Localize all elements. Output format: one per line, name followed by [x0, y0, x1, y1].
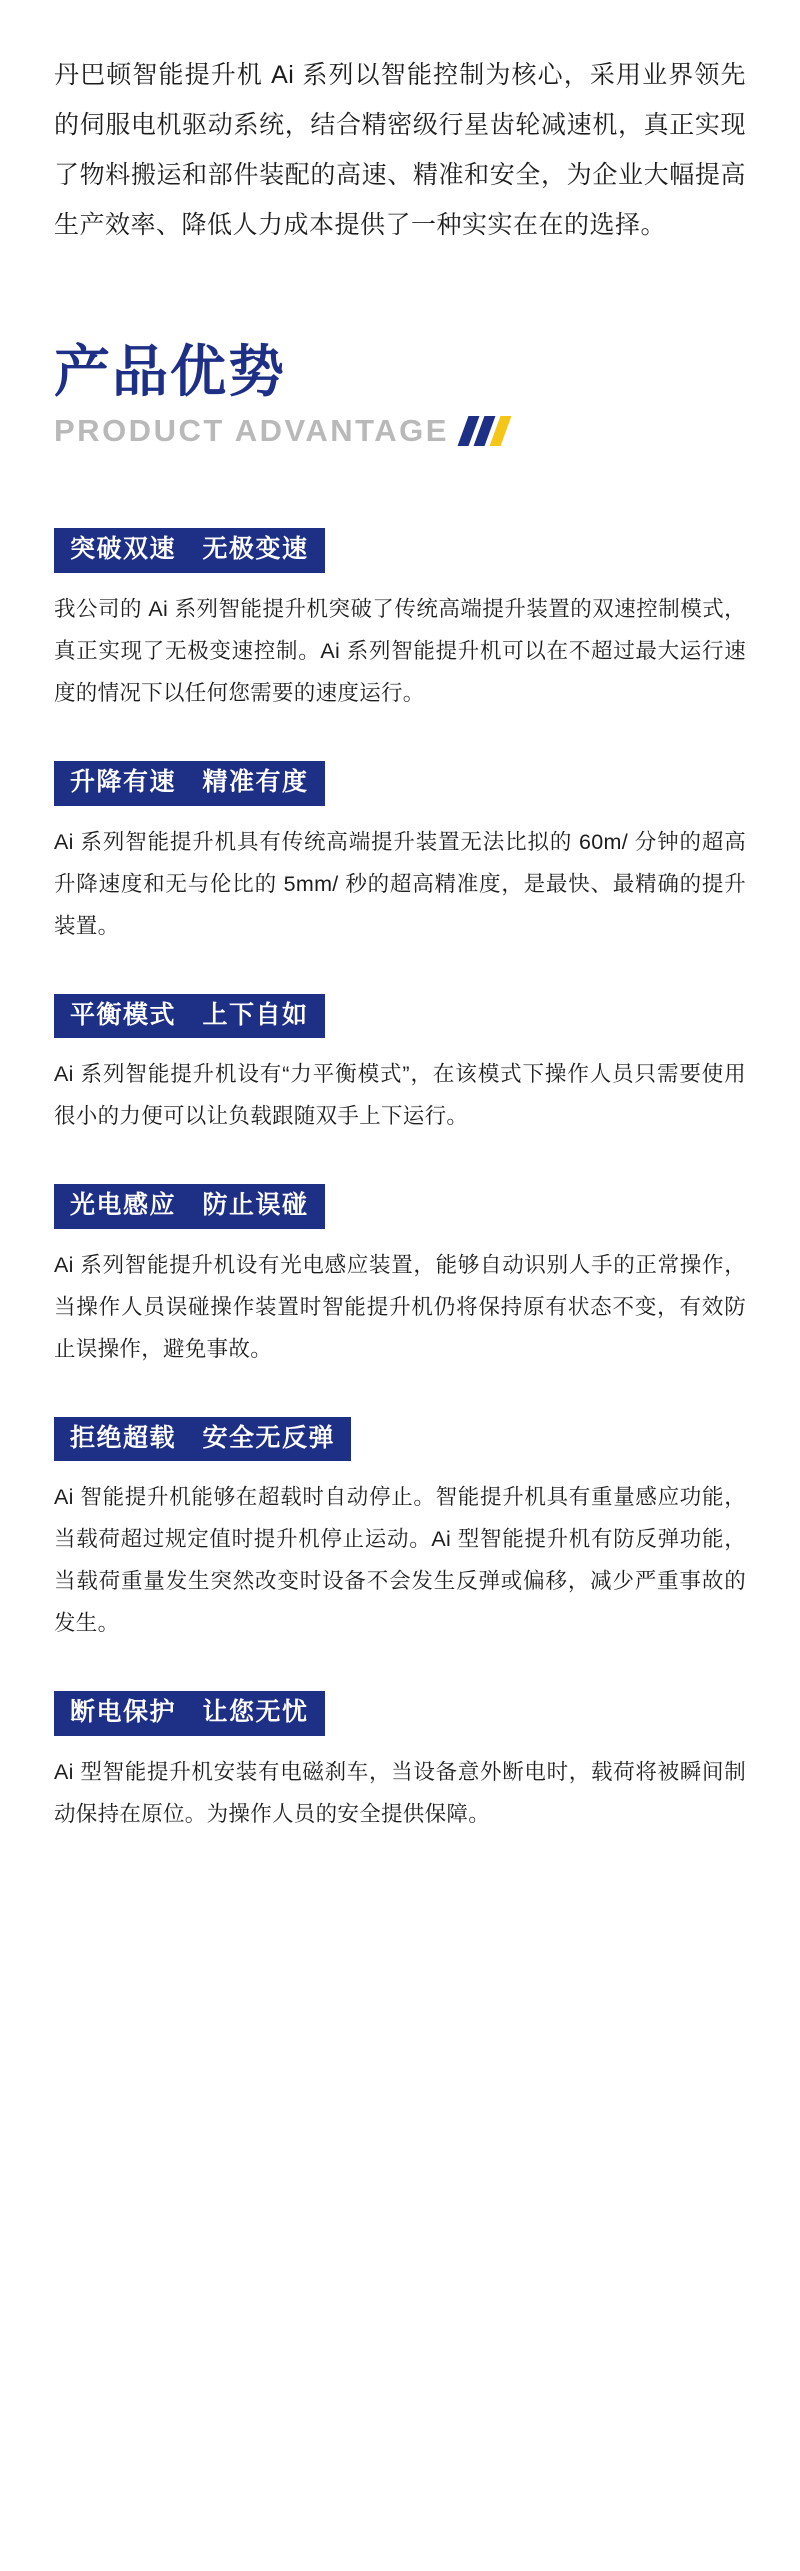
list-item	[54, 761, 746, 948]
list-item	[54, 1417, 746, 1645]
feature-body: Ai 系列智能提升机具有传统高端提升装置无法比拟的 60m/ 分钟的超高升降速度和无与伦比的 5mm/ 秒的超高精准度，是最快、最精确的提升装置。	[54, 829, 746, 938]
list-item	[54, 994, 746, 1139]
section-subtitle-row	[54, 414, 746, 448]
feature-title: 突破双速 无极变速	[54, 528, 325, 573]
list-item	[54, 1184, 746, 1371]
feature-body: Ai 系列智能提升机设有“力平衡模式”，在该模式下操作人员只需要使用很小的力便可以让负载跟随双手上下运行。	[54, 1062, 746, 1129]
section-heading	[54, 340, 746, 448]
double-slash-decoration-icon	[463, 416, 506, 446]
list-item	[54, 528, 746, 715]
feature-body: Ai 系列智能提升机设有光电感应装置，能够自动识别人手的正常操作，当操作人员误碰操作装置时智能提升机仍将保持原有状态不变，有效防止误操作，避免事故。	[54, 1252, 746, 1361]
feature-title: 平衡模式 上下自如	[54, 994, 325, 1039]
feature-title: 升降有速 精准有度	[54, 761, 325, 806]
list-item	[54, 1691, 746, 1836]
section-subtitle-en: PRODUCT ADVANTAGE	[54, 413, 449, 449]
page-title: 产品优势	[54, 340, 286, 403]
intro-paragraph: 丹巴顿智能提升机 Ai 系列以智能控制为核心，采用业界领先的伺服电机驱动系统，结合精密级行星齿轮减速机，真正实现了物料搬运和部件装配的高速、精准和安全，为企业大幅提高生产效率、降低人力成本提供了一种实实在在的选择。	[54, 61, 746, 239]
feature-list	[54, 528, 746, 1835]
feature-body: 我公司的 Ai 系列智能提升机突破了传统高端提升装置的双速控制模式，真正实现了无极变速控制。Ai 系列智能提升机可以在不超过最大运行速度的情况下以任何您需要的速度运行。	[54, 597, 746, 706]
feature-title: 断电保护 让您无忧	[54, 1691, 325, 1736]
feature-title: 光电感应 防止误碰	[54, 1184, 325, 1229]
feature-title: 拒绝超载 安全无反弹	[54, 1417, 351, 1462]
feature-body: Ai 智能提升机能够在超载时自动停止。智能提升机具有重量感应功能，当载荷超过规定值时提升机停止运动。Ai 型智能提升机有防反弹功能，当载荷重量发生突然改变时设备不会发生反弹或偏移，减少严重事故的发生。	[54, 1485, 746, 1636]
feature-body: Ai 型智能提升机安装有电磁刹车，当设备意外断电时，载荷将被瞬间制动保持在原位。为操作人员的安全提供保障。	[54, 1759, 746, 1826]
